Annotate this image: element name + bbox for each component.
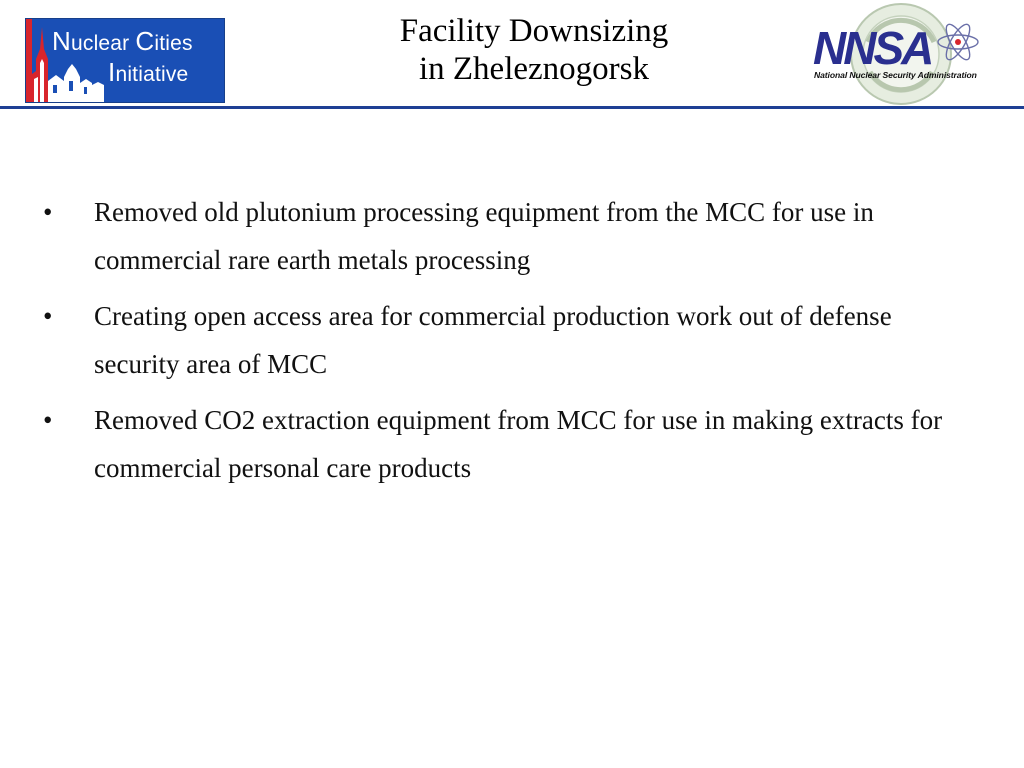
bullet-marker: • <box>43 405 53 435</box>
nnsa-logo-caption: National Nuclear Security Administration <box>814 70 977 80</box>
slide-header <box>0 0 1024 108</box>
svg-text:NNSA: NNSA <box>813 22 932 74</box>
bullet-text: Creating open access area for commercial production work out of defense security area of MCC <box>94 301 892 379</box>
bullet-item <box>0 292 956 388</box>
bullet-marker: • <box>43 197 53 227</box>
nci-logo-line-1: Nuclear Cities <box>52 26 193 56</box>
bullet-item <box>0 396 956 492</box>
bullet-item <box>0 188 956 284</box>
slide-title <box>300 12 768 88</box>
slide-title-line-1: Facility Downsizing <box>399 13 669 49</box>
bullet-text: Removed CO2 extraction equipment from MCC for use in making extracts for commercial personal care products <box>94 405 943 483</box>
header-divider <box>0 106 1024 109</box>
nci-logo-line-2: Initiative <box>108 57 189 87</box>
bullet-marker: • <box>43 301 53 331</box>
nuclear-cities-initiative-logo <box>25 18 225 103</box>
nnsa-logo <box>808 2 998 106</box>
bullet-text: Removed old plutonium processing equipment from the MCC for use in commercial rare earth metals processing <box>94 197 874 275</box>
bullet-list <box>0 188 1024 500</box>
slide-title-line-2: in Zheleznogorsk <box>418 51 650 87</box>
